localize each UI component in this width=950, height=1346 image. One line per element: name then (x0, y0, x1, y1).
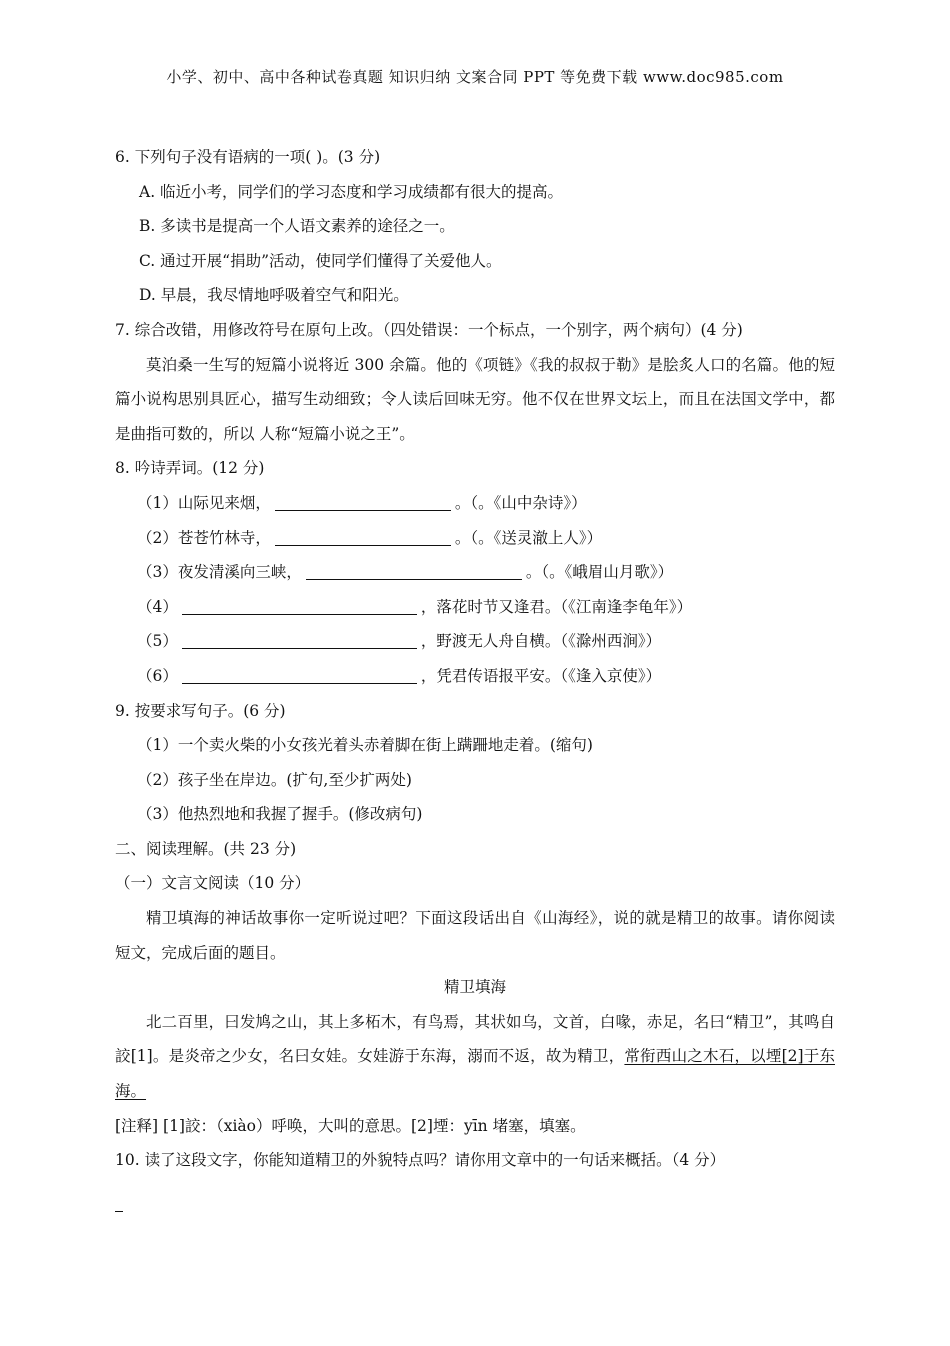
poem-item-number: （3） (137, 563, 178, 582)
question-10-stem: 10. 读了这段文字，你能知道精卫的外貌特点吗？请你用文章中的一句话来概括。（4 分） (115, 1151, 726, 1170)
answer-blank[interactable] (275, 490, 451, 511)
poem-item-prefix: 。（ (525, 563, 550, 582)
poem-item-source: ，野渡无人舟自横。（《滁州西涧》） (420, 632, 662, 651)
answer-line-start[interactable] (115, 1211, 123, 1212)
reading-text-main: 北二百里，曰发鸠之山，其上多柘木，有鸟焉，其状如乌，文首，白喙，赤足，名曰“精卫”，其鸣自詨[1]。是炎帝之少女，名曰女娃。女娃游于东海，溺而不返，故为精卫， (115, 1012, 835, 1066)
poem-item-prefix: 。（ (454, 493, 479, 512)
answer-blank[interactable] (182, 663, 417, 684)
poem-item-number: （5） (137, 632, 178, 651)
poem-item-source: ，落花时节又逢君。（《江南逢李龟年》） (420, 597, 693, 616)
question-6-option-c: C. 通过开展“捐助”活动，使同学们懂得了关爱他人。 (139, 251, 502, 270)
poem-item-prefix: 。（ (454, 528, 479, 547)
question-9-item-3: （3）他热烈地和我握了握手。(修改病句) (137, 805, 423, 824)
poem-item-source: ，凭君传语报平安。（《逢入京使》） (420, 666, 662, 685)
poem-item-number: （1） (137, 493, 178, 512)
page-header: 小学、初中、高中各种试卷真题 知识归纳 文案合同 PPT 等免费下载 www.doc985.com (166, 68, 784, 86)
poem-item-1 (115, 486, 835, 521)
poem-item-5 (115, 624, 835, 659)
poem-item-prompt: 山际见来烟， (177, 493, 271, 512)
question-7-stem: 7. 综合改错，用修改符号在原句上改。（四处错误：一个标点，一个别字，两个病句）(4 分) (115, 320, 743, 339)
question-6-option-d: D. 早晨，我尽情地呼吸着空气和阳光。 (139, 286, 409, 305)
question-6-option-a: A. 临近小考，同学们的学习态度和学习成绩都有很大的提高。 (139, 182, 564, 201)
reading-text-underlined: 常衔西山之木石，以堙[2]于东海。 (115, 1047, 835, 1101)
answer-blank[interactable] (182, 628, 417, 649)
poem-item-3 (115, 555, 835, 590)
poem-item-number: （6） (137, 666, 178, 685)
reading-text-title: 精卫填海 (443, 978, 506, 997)
section-2-title: 二、阅读理解。(共 23 分) (115, 839, 297, 858)
answer-blank[interactable] (182, 594, 417, 615)
question-9-item-2: （2）孩子坐在岸边。(扩句,至少扩两处) (137, 770, 412, 789)
question-8-stem: 8. 吟诗弄词。(12 分) (115, 459, 265, 478)
answer-blank[interactable] (306, 559, 522, 580)
poem-item-2 (115, 521, 835, 556)
section-2-subtitle: （一）文言文阅读（10 分） (115, 874, 311, 893)
question-6-stem: 6. 下列句子没有语病的一项( )。(3 分) (115, 148, 381, 166)
poem-item-prompt: 苍苍竹林寺， (177, 528, 271, 547)
poem-item-source: 。《山中杂诗》） (478, 493, 587, 512)
reading-note: [注释] [1]詨：（xiào）呼唤，大叫的意思。[2]堙：yīn 堵塞，填塞。 (115, 1116, 586, 1135)
poem-item-prompt: 夜发清溪向三峡， (177, 563, 302, 582)
answer-blank[interactable] (275, 525, 451, 546)
question-7-passage: 莫泊桑一生写的短篇小说将近 300 余篇。他的《项链》《我的叔叔于勒》是脍炙人口的名篇。他的短篇小说构思别具匠心，描写生动细致；令人读后回味无穷。他不仅在世界文坛上，而且在法国文学中，都是曲指可数的，所以 人称“短篇小说之王”。 (115, 355, 835, 443)
poem-item-source: 。《峨眉山月歌》） (549, 563, 674, 582)
exam-content (115, 140, 835, 1178)
poem-item-4 (115, 590, 835, 625)
poem-item-6 (115, 659, 835, 694)
reading-text (115, 1005, 835, 1109)
question-6-option-b: B. 多读书是提高一个人语文素养的途径之一。 (139, 217, 455, 236)
poem-item-number: （2） (137, 528, 178, 547)
reading-intro: 精卫填海的神话故事你一定听说过吧？下面这段话出自《山海经》，说的就是精卫的故事。请你阅读短文，完成后面的题目。 (115, 909, 835, 962)
poem-item-source: 。《送灵澈上人》） (478, 528, 603, 547)
poem-item-number: （4） (137, 597, 178, 616)
question-9-stem: 9. 按要求写句子。(6 分) (115, 701, 286, 720)
question-9-item-1: （1）一个卖火柴的小女孩光着头赤着脚在街上蹒跚地走着。(缩句) (137, 736, 593, 755)
